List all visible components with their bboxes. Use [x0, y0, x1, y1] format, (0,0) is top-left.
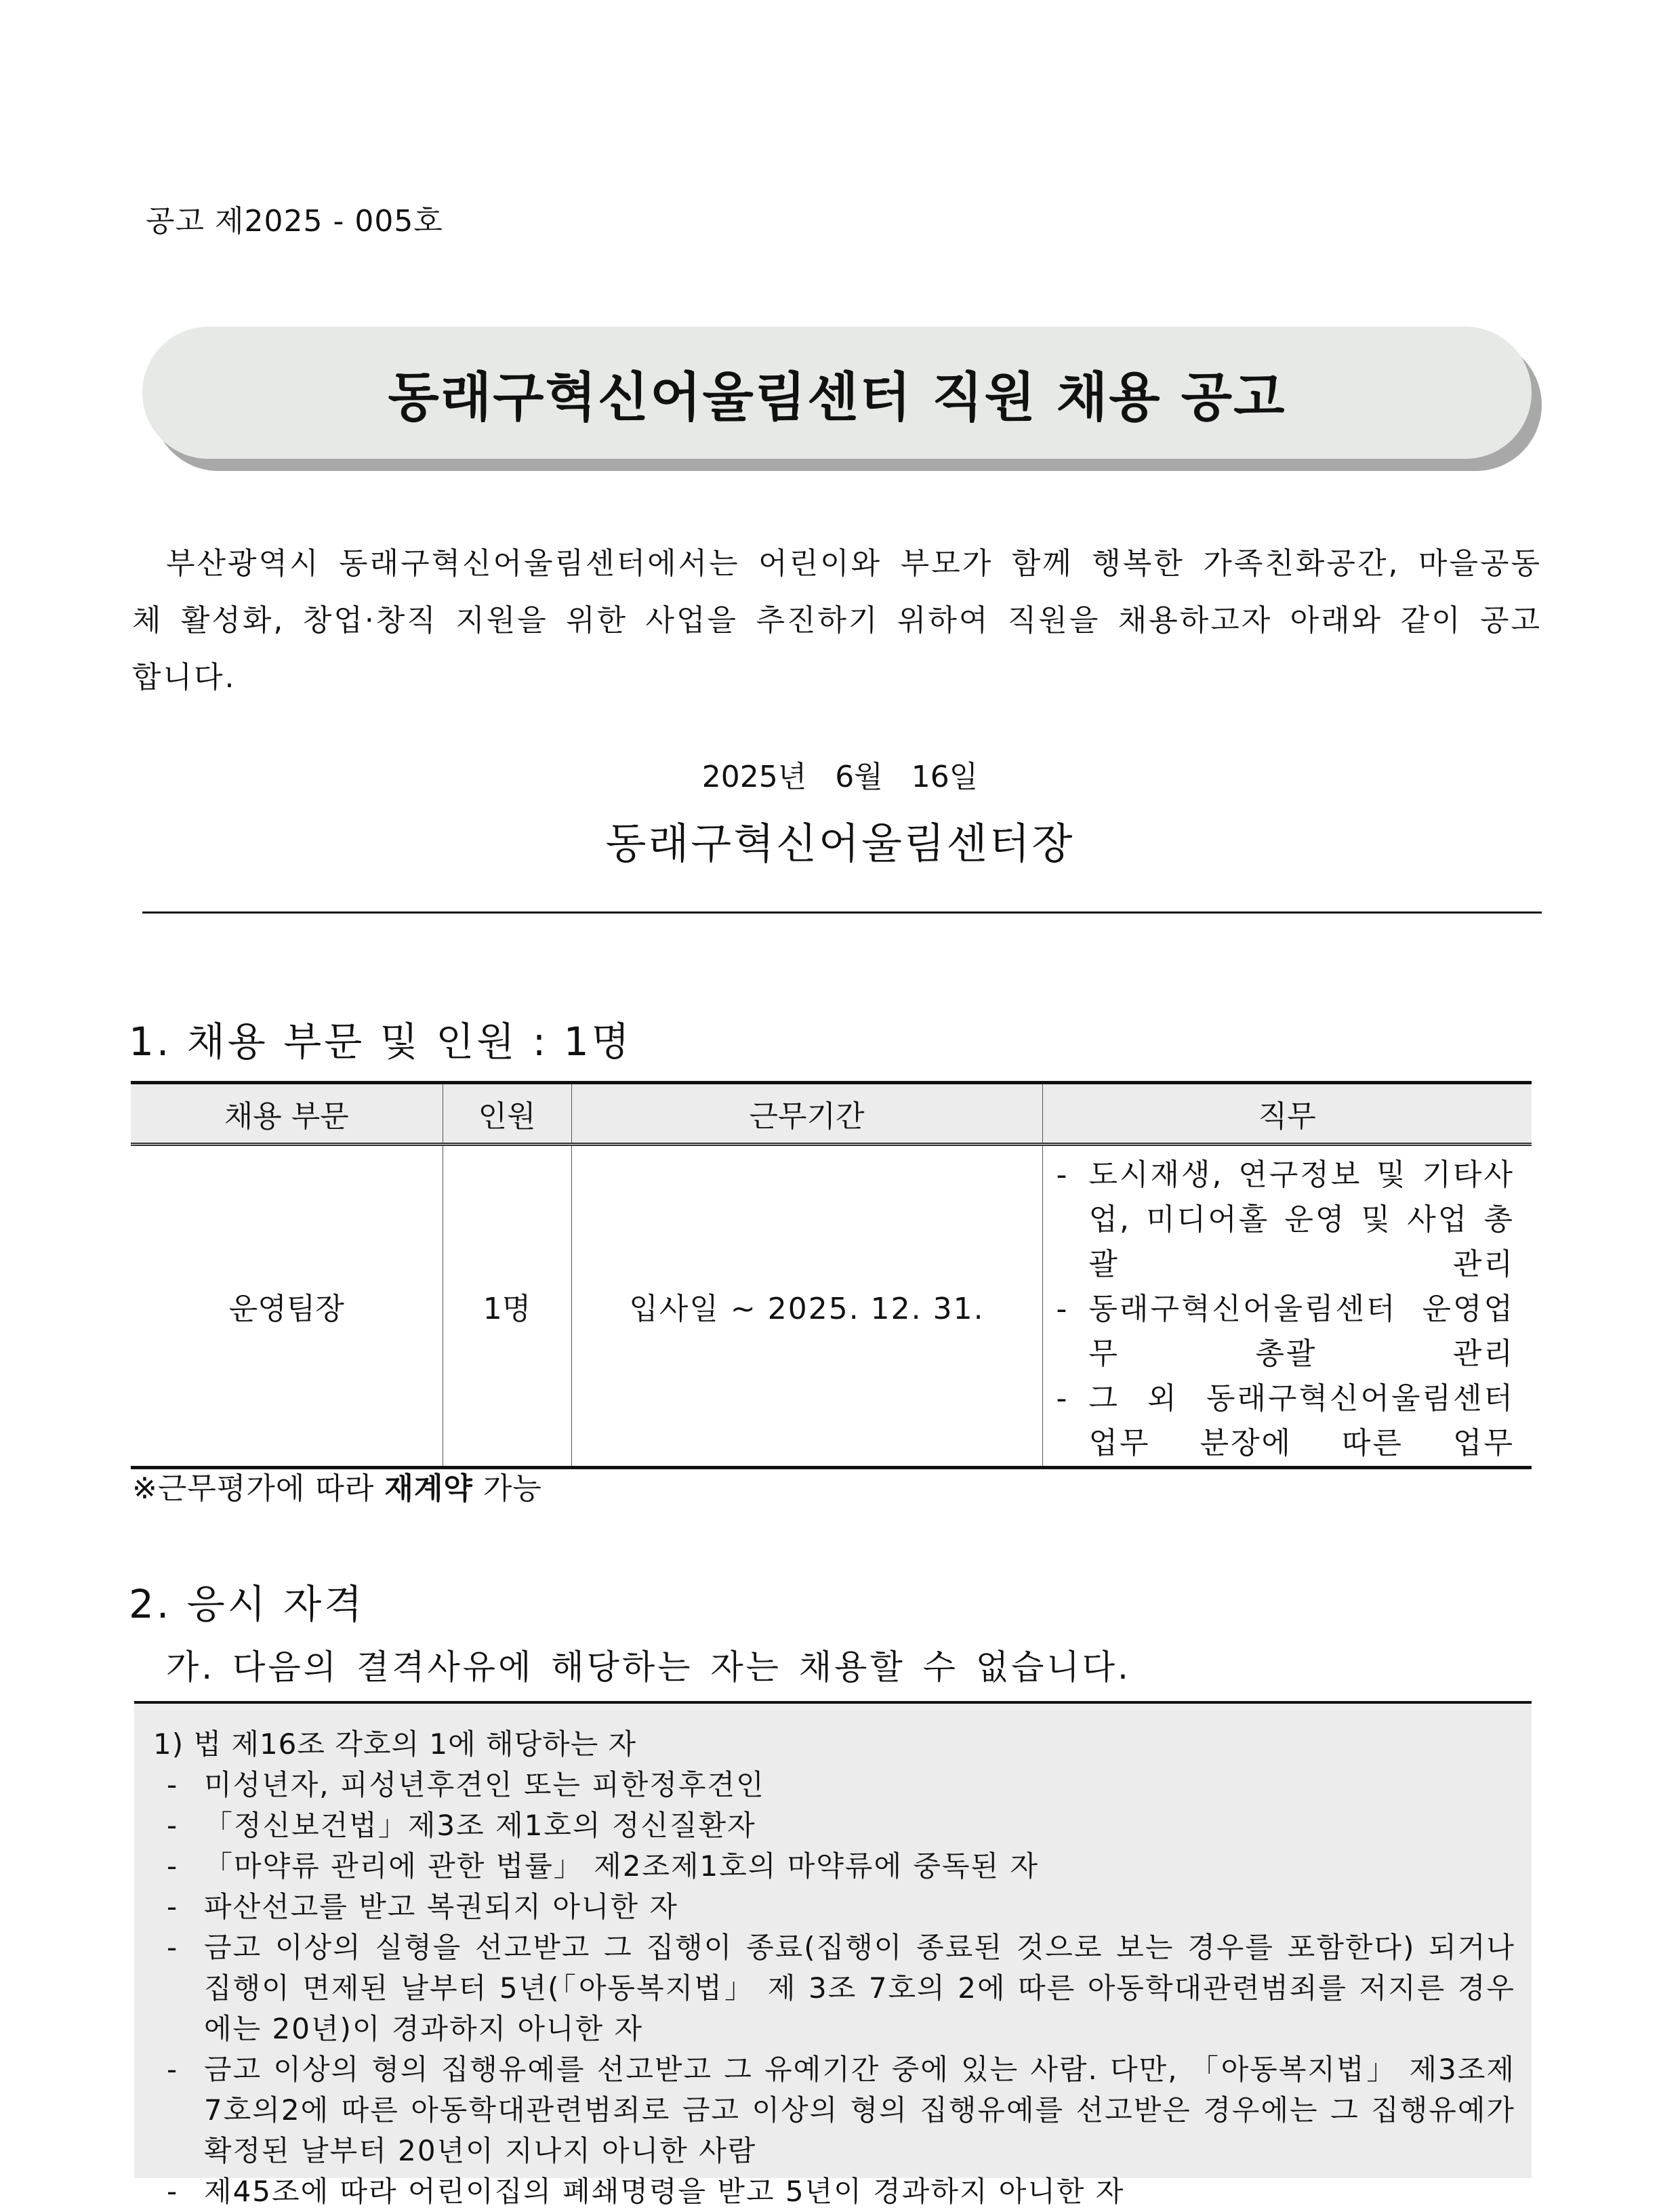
- list-text: 「마약류 관리에 관한 법률」 제2조제1호의 마약류에 중독된 자: [204, 1849, 1040, 1883]
- disqualification-list: [153, 1724, 1515, 2212]
- cell-count: 1명: [443, 1145, 571, 1468]
- table-note-emphasis: 재계약: [384, 1471, 473, 1506]
- divider-line: [142, 912, 1542, 914]
- list-text: 제45조에 따라 어린이집의 폐쇄명령을 받고 5년이 경과하지 아니한 자: [204, 2175, 1125, 2208]
- list-dash: -: [167, 1809, 178, 1842]
- issuer-name: 동래구혁신어울림센터장: [605, 819, 1075, 868]
- list-dash: -: [167, 1890, 178, 1923]
- list-text: 금고 이상의 형의 집행유예를 선고받고 그 유예기간 중에 있는 사람. 다만, 「아동복지법」 제3조제7호의2에 따른 아동학대관련범죄로 금고 이상의 형의 집행유예를 선고받은 경우에는 그 집행유예가 확정된 날부터 20년이 지나지 아니한 사람: [204, 2053, 1515, 2167]
- list-item: [153, 1846, 1515, 1887]
- announcement-date: 2025년 6월 16일: [701, 760, 979, 794]
- header-duty: 직무: [1042, 1083, 1532, 1145]
- list-dash: -: [167, 2053, 178, 2086]
- header-period: 근무기간: [571, 1083, 1042, 1145]
- duty-item: [1057, 1287, 1515, 1376]
- intro-paragraph: 부산광역시 동래구혁신어울림센터에서는 어린이와 부모가 함께 행복한 가족친화공간, 마을공동체 활성화, 창업·창직 지원을 위한 사업을 추진하기 위하여 직원을 채용하고자 아래와 같이 공고합니다.: [132, 546, 1542, 695]
- section2-subtitle: 가. 다음의 결격사유에 해당하는 자는 채용할 수 없습니다.: [166, 1647, 1131, 1687]
- list-item: [153, 1927, 1515, 2049]
- cell-department: 운영팀장: [131, 1145, 443, 1468]
- duty-item: [1057, 1153, 1515, 1287]
- list-dash: -: [167, 1931, 178, 1964]
- list-dash: -: [167, 1849, 178, 1883]
- list-dash: -: [167, 1768, 178, 1801]
- section2-title: 2. 응시 자격: [129, 1581, 365, 1627]
- list-text: 미성년자, 피성년후견인 또는 피한정후견인: [204, 1768, 765, 1801]
- title-banner: [142, 327, 1532, 459]
- list-text: 「정신보건법」제3조 제1호의 정신질환자: [204, 1809, 756, 1842]
- disqualification-box: [134, 1701, 1532, 2208]
- list-item: [153, 1805, 1515, 1846]
- list-text: 파산선고를 받고 복권되지 아니한 자: [204, 1890, 678, 1923]
- duty-text: 그 외 동래구혁신어울림센터 업무 분장에 따른 업무: [1088, 1381, 1515, 1460]
- duty-text: 도시재생, 연구정보 및 기타사업, 미디어홀 운영 및 사업 총괄 관리: [1088, 1158, 1515, 1282]
- header-department: 채용 부문: [131, 1083, 443, 1145]
- duty-item: [1057, 1376, 1515, 1466]
- table-row: [131, 1145, 1532, 1468]
- table-note-prefix: ※근무평가에 따라: [132, 1471, 385, 1506]
- disqualification-heading: 1) 법 제16조 각호의 1에 해당하는 자: [153, 1727, 637, 1761]
- list-item: [153, 2049, 1515, 2171]
- table-note: [132, 1464, 542, 1507]
- recruitment-table: [131, 1081, 1532, 1469]
- duty-dash: -: [1056, 1381, 1067, 1416]
- list-item: [153, 1765, 1515, 1805]
- header-count: 인원: [443, 1083, 571, 1145]
- duty-dash: -: [1056, 1292, 1067, 1326]
- duty-dash: -: [1056, 1158, 1067, 1192]
- cell-duty: [1042, 1145, 1532, 1468]
- list-dash: -: [167, 2175, 178, 2208]
- duty-text: 동래구혁신어울림센터 운영업무 총괄 관리: [1088, 1292, 1515, 1371]
- section1-title: 1. 채용 부문 및 인원 : 1명: [129, 1019, 632, 1065]
- document-title: 동래구혁신어울림센터 직원 채용 공고: [388, 367, 1286, 428]
- list-text: 금고 이상의 실형을 선고받고 그 집행이 종료(집행이 종료된 것으로 보는 경우를 포함한다) 되거나 집행이 면제된 날부터 5년(「아동복지법」 제 3조 7호의 2에 따른 아동학대관련범죄를 저지른 경우에는 20년)이 경과하지 아니한 자: [204, 1931, 1515, 2045]
- table-header-row: [131, 1083, 1532, 1145]
- list-item: [153, 1887, 1515, 1927]
- table-note-suffix: 가능: [472, 1471, 542, 1506]
- list-item: [153, 2171, 1515, 2212]
- notice-number: 공고 제2025 - 005호: [146, 204, 443, 239]
- cell-period: 입사일 ~ 2025. 12. 31.: [571, 1145, 1042, 1468]
